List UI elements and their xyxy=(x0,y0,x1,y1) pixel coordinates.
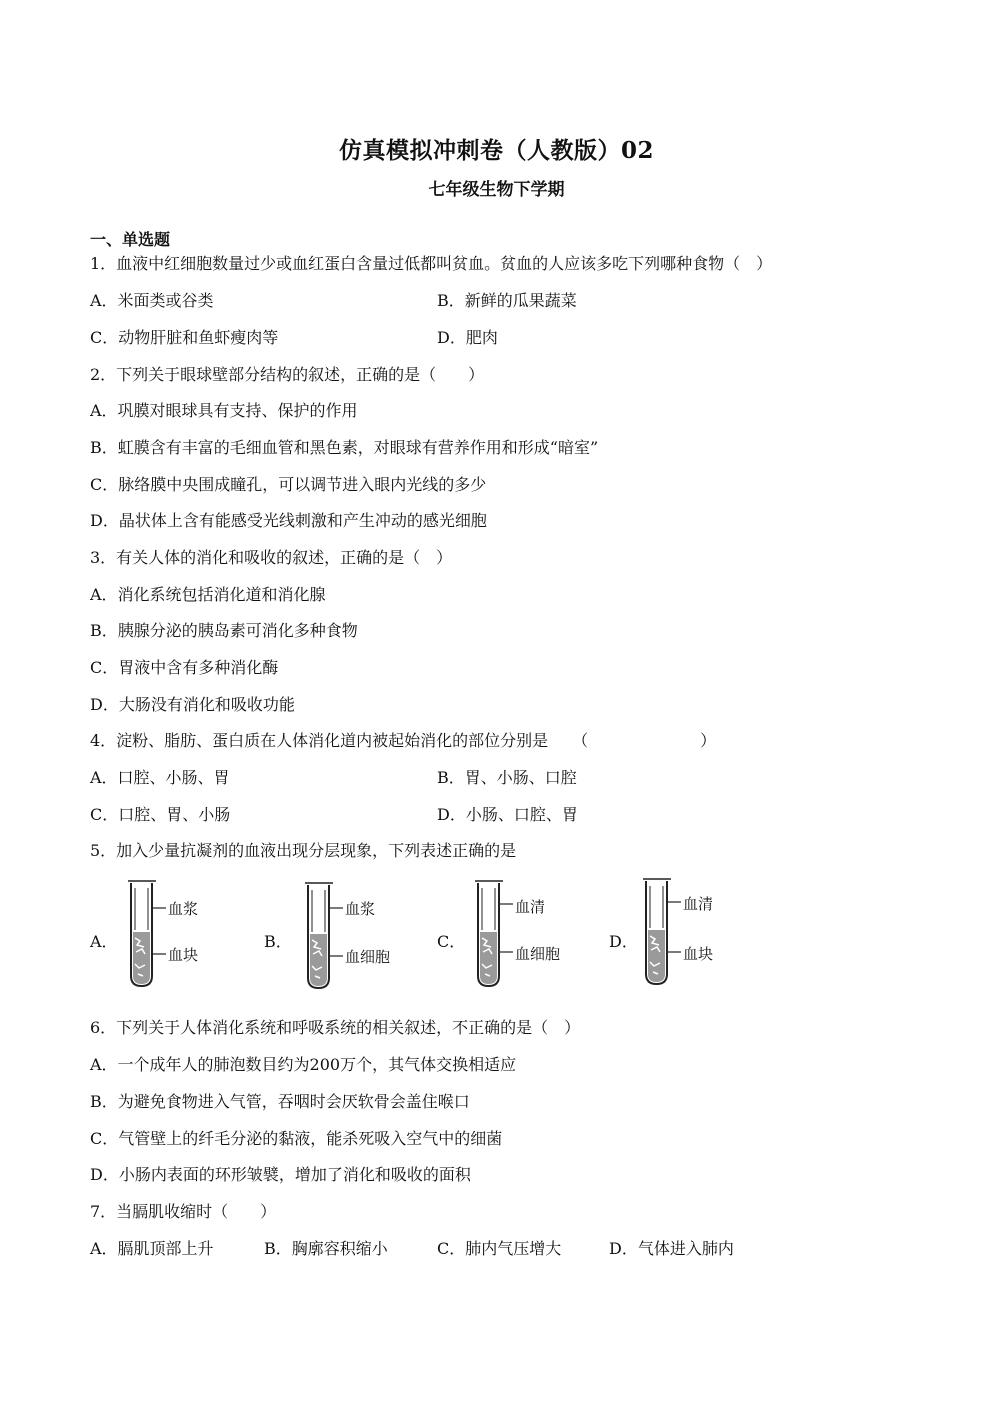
question-6-stem: 6．下列关于人体消化系统和呼吸系统的相关叙述，不正确的是（ ） xyxy=(90,1018,581,1037)
question-4-option-a: A．口腔、小肠、胃 xyxy=(90,768,230,787)
question-2-stem: 2．下列关于眼球壁部分结构的叙述，正确的是（ ） xyxy=(90,365,485,384)
question-7-option-d: D．气体进入肺内 xyxy=(609,1239,734,1258)
question-5-option-b-top-label: 血浆 xyxy=(345,900,376,918)
question-5-option-d-top-label: 血清 xyxy=(683,895,714,913)
question-4-option-d: D．小肠、口腔、胃 xyxy=(437,805,578,824)
question-1-option-a: A．米面类或谷类 xyxy=(90,291,214,310)
question-6-option-a: A．一个成年人的肺泡数目约为200万个，其气体交换相适应 xyxy=(90,1055,517,1074)
question-2-option-a: A．巩膜对眼球具有支持、保护的作用 xyxy=(90,401,358,420)
question-5-stem: 5．加入少量抗凝剂的血液出现分层现象，下列表述正确的是 xyxy=(90,841,517,860)
test-tube-a-image xyxy=(126,880,176,990)
question-7-option-c: C．肺内气压增大 xyxy=(437,1239,562,1258)
question-3-option-d: D．大肠没有消化和吸收功能 xyxy=(90,695,295,714)
question-1-stem: 1．血液中红细胞数量过少或血红蛋白含量过低都叫贫血。贫血的人应该多吃下列哪种食物（ ） xyxy=(90,254,773,273)
question-4-option-b: B．胃、小肠、口腔 xyxy=(437,768,577,787)
question-1-option-d: D．肥肉 xyxy=(437,328,498,347)
question-6-option-b: B．为避免食物进入气管，吞咽时会厌软骨会盖住喉口 xyxy=(90,1092,470,1111)
question-1-option-b: B．新鲜的瓜果蔬菜 xyxy=(437,291,577,310)
page-subtitle: 七年级生物下学期 xyxy=(428,180,565,200)
question-7-stem: 7．当膈肌收缩时（ ） xyxy=(90,1202,277,1221)
question-5-option-d-bottom-label: 血块 xyxy=(683,945,714,963)
question-2-option-b: B．虹膜含有丰富的毛细血管和黑色素，对眼球有营养作用和形成“暗室” xyxy=(90,438,599,457)
question-5-option-a-letter: A． xyxy=(90,932,118,951)
question-5-option-b-bottom-label: 血细胞 xyxy=(345,948,391,966)
question-4-stem: 4．淀粉、脂肪、蛋白质在人体消化道内被起始消化的部位分别是 （ ） xyxy=(90,731,717,750)
question-7-option-b: B．胸廓容积缩小 xyxy=(264,1239,388,1258)
question-6-option-d: D．小肠内表面的环形皱襞，增加了消化和吸收的面积 xyxy=(90,1165,471,1184)
question-3-stem: 3．有关人体的消化和吸收的叙述，正确的是（ ） xyxy=(90,548,453,567)
section-heading: 一、单选题 xyxy=(90,230,171,249)
question-5-option-a-top-label: 血浆 xyxy=(168,900,199,918)
question-2-option-c: C．脉络膜中央围成瞳孔，可以调节进入眼内光线的多少 xyxy=(90,475,487,494)
question-7-option-a: A．膈肌顶部上升 xyxy=(90,1239,214,1258)
question-6-option-c: C．气管壁上的纤毛分泌的黏液，能杀死吸入空气中的细菌 xyxy=(90,1129,503,1148)
page-title: 仿真模拟冲刺卷（人教版）02 xyxy=(338,137,654,164)
question-4-option-c: C．口腔、胃、小肠 xyxy=(90,805,231,824)
question-3-option-c: C．胃液中含有多种消化酶 xyxy=(90,658,279,677)
question-5-option-c-bottom-label: 血细胞 xyxy=(515,945,561,963)
question-5-option-c-top-label: 血清 xyxy=(515,898,546,916)
question-5-option-d-letter: D． xyxy=(609,932,638,951)
question-5-option-c-letter: C． xyxy=(437,932,466,951)
question-5-option-a-bottom-label: 血块 xyxy=(168,946,199,964)
question-1-option-c: C．动物肝脏和鱼虾瘦肉等 xyxy=(90,328,279,347)
question-3-option-b: B．胰腺分泌的胰岛素可消化多种食物 xyxy=(90,621,358,640)
question-2-option-d: D．晶状体上含有能感受光线刺激和产生冲动的感光细胞 xyxy=(90,511,487,530)
question-3-option-a: A．消化系统包括消化道和消化腺 xyxy=(90,585,326,604)
question-5-option-b-letter: B． xyxy=(264,932,292,951)
